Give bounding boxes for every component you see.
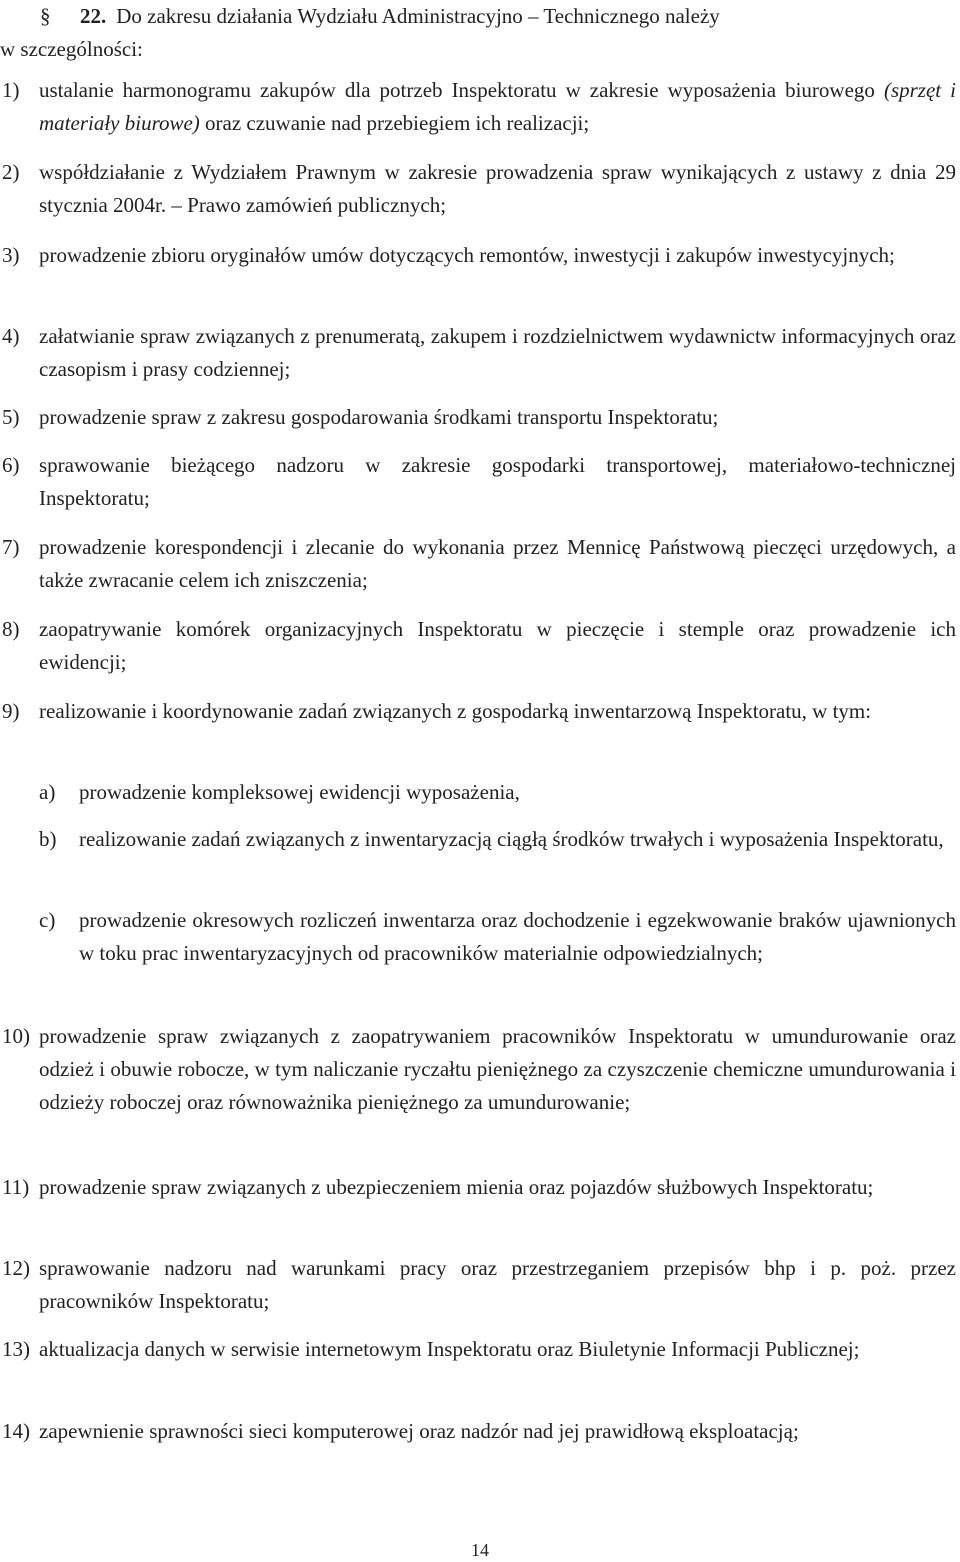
- item-number: 1): [2, 78, 20, 102]
- item-number: 2): [2, 160, 20, 184]
- item-text: sprawowanie bieżącego nadzoru w zakresie gospodarki transportowej, materiałowo-technicznej Inspektoratu;: [39, 453, 956, 510]
- item-number: 14): [2, 1419, 30, 1443]
- sub-item-letter: c): [39, 908, 56, 932]
- item-number: 6): [2, 453, 20, 477]
- item-text: zaopatrywanie komórek organizacyjnych Inspektoratu w pieczęcie i stemple oraz prowadzenie ich ewidencji;: [39, 617, 956, 674]
- list-item: [0, 74, 956, 140]
- item-text: załatwianie spraw związanych z prenumeratą, zakupem i rozdzielnictwem wydawnictw informacyjnych oraz czasopism i prasy codziennej;: [39, 324, 956, 381]
- item-number: 9): [2, 699, 20, 723]
- item-number: 5): [2, 405, 20, 429]
- item-text: współdziałanie z Wydziałem Prawnym w zakresie prowadzenia spraw wynikających z ustawy z dnia 29 stycznia 2004r. – Prawo zamówień publicznych;: [39, 160, 956, 217]
- section-symbol: §: [40, 4, 51, 28]
- sub-item-letter: a): [39, 780, 56, 804]
- list-item: [0, 695, 956, 728]
- item-number: 11): [2, 1175, 30, 1199]
- list-item: [0, 156, 956, 222]
- section-heading: [0, 0, 956, 66]
- section-number: 22.: [80, 4, 107, 28]
- item-italic-note: (sprzęt i materiały biurowe): [39, 78, 956, 135]
- list-item: [0, 239, 956, 272]
- item-number: 3): [2, 243, 20, 267]
- item-text: prowadzenie zbioru oryginałów umów dotyczących remontów, inwestycji i zakupów inwestycyjnych;: [39, 243, 895, 267]
- sub-list-item: [39, 904, 956, 970]
- item-text: ustalanie harmonogramu zakupów dla potrzeb Inspektoratu w zakresie wyposażenia biurowego (sprzęt i materiały biurowe) oraz czuwanie nad przebiegiem ich realizacji;: [39, 78, 956, 135]
- item-number: 13): [2, 1337, 30, 1361]
- list-item: [0, 613, 956, 679]
- item-text: sprawowanie nadzoru nad warunkami pracy oraz przestrzeganiem przepisów bhp i p. poż. przez pracowników Inspektoratu;: [39, 1256, 956, 1313]
- item-text: zapewnienie sprawności sieci komputerowej oraz nadzór nad jej prawidłową eksploatacją;: [39, 1419, 799, 1443]
- list-item: [0, 1020, 956, 1119]
- item-text: realizowanie i koordynowanie zadań związanych z gospodarką inwentarzową Inspektoratu, w tym:: [39, 699, 872, 723]
- item-number: 8): [2, 617, 20, 641]
- sub-list-item: [39, 823, 956, 856]
- item-text: prowadzenie spraw związanych z zaopatrywaniem pracowników Inspektoratu w umundurowanie oraz odzież i obuwie robocze, w tym naliczanie ryczałtu pieniężnego za czyszczenie chemiczne umundurowania i odzieży roboczej oraz równoważnika pieniężnego za umundurowanie;: [39, 1024, 956, 1114]
- section-heading-continuation: w szczególności:: [0, 37, 143, 61]
- item-number: 12): [2, 1256, 30, 1280]
- list-item: [0, 449, 956, 515]
- list-item: [0, 1333, 956, 1366]
- item-text: prowadzenie korespondencji i zlecanie do wykonania przez Mennicę Państwową pieczęci urzędowych, a także zwracanie celem ich zniszczenia;: [39, 535, 956, 592]
- item-number: 10): [2, 1024, 30, 1048]
- sub-item-text: realizowanie zadań związanych z inwentaryzacją ciągłą środków trwałych i wyposażenia Inspektoratu,: [79, 827, 944, 851]
- sub-item-text: prowadzenie okresowych rozliczeń inwentarza oraz dochodzenie i egzekwowanie braków ujawnionych w toku prac inwentaryzacyjnych od pracowników materialnie odpowiedzialnych;: [79, 908, 956, 965]
- list-item: [0, 1415, 956, 1448]
- list-item: [0, 1171, 956, 1204]
- sub-item-letter: b): [39, 827, 57, 851]
- sub-item-text: prowadzenie kompleksowej ewidencji wyposażenia,: [79, 780, 520, 804]
- list-item: [0, 401, 956, 434]
- list-item: [0, 1252, 956, 1318]
- list-item: [0, 531, 956, 597]
- item-number: 7): [2, 535, 20, 559]
- section-heading-text: Do zakresu działania Wydziału Administracyjno – Technicznego należy: [116, 4, 720, 28]
- page-number: 14: [471, 1540, 489, 1560]
- item-number: 4): [2, 324, 20, 348]
- item-text: prowadzenie spraw związanych z ubezpieczeniem mienia oraz pojazdów służbowych Inspektoratu;: [39, 1175, 874, 1199]
- sub-list-item: [39, 776, 956, 809]
- item-text: aktualizacja danych w serwisie internetowym Inspektoratu oraz Biuletynie Informacji Publicznej;: [39, 1337, 860, 1361]
- list-item: [0, 320, 956, 386]
- item-text: prowadzenie spraw z zakresu gospodarowania środkami transportu Inspektoratu;: [39, 405, 719, 429]
